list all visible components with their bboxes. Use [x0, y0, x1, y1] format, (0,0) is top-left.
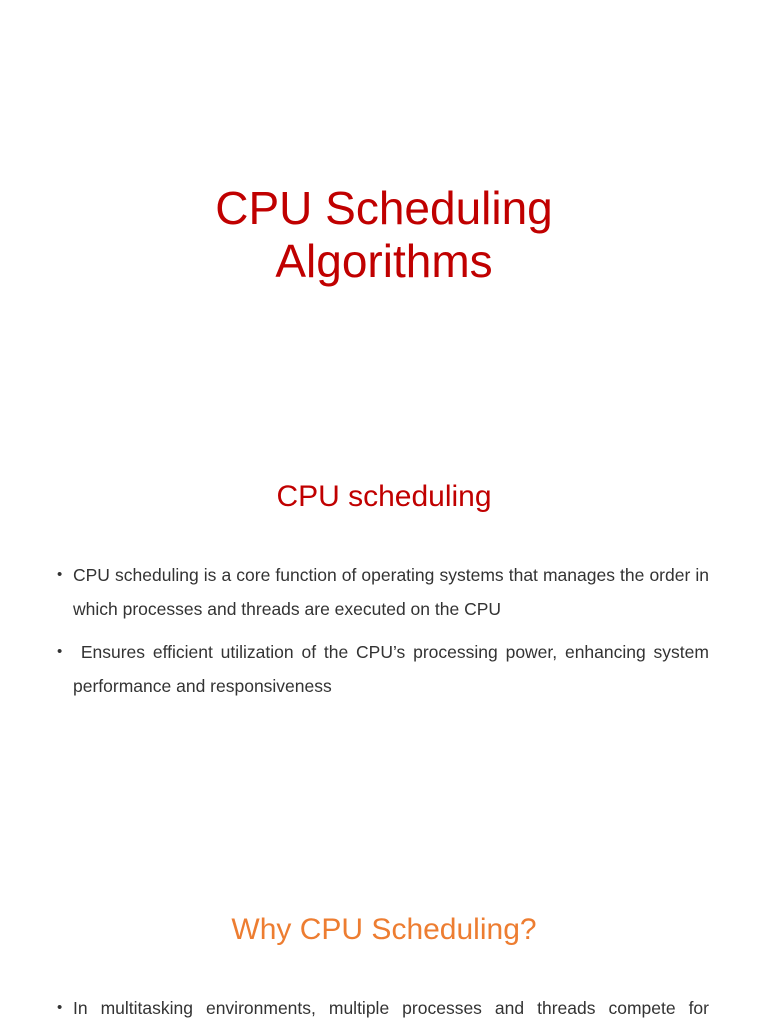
- bullet-text: In multitasking environments, multiple processes and threads compete for: [73, 998, 709, 1018]
- list-item: [57, 635, 714, 703]
- bullet-list-why-cpu-scheduling: [57, 991, 709, 1034]
- bullet-dot-icon: •: [57, 643, 63, 660]
- section-heading-why-cpu-scheduling: Why CPU Scheduling?: [231, 913, 537, 946]
- bullet-text: CPU scheduling is a core function of operating systems that manages the order in which processes and threads are executed on the CPU: [73, 565, 709, 619]
- title-line-1: CPU Scheduling: [215, 182, 553, 234]
- bullet-text: Ensures efficient utilization of the CPU’s processing power, enhancing system performance and responsiveness: [73, 642, 714, 696]
- list-item: [57, 558, 709, 626]
- bullet-dot-icon: •: [57, 566, 63, 583]
- section-heading-cpu-scheduling: CPU scheduling: [276, 480, 492, 513]
- title-line-2: Algorithms: [275, 235, 493, 287]
- list-item: [57, 991, 709, 1025]
- bullet-list-cpu-scheduling: [57, 558, 714, 712]
- bullet-dot-icon: •: [57, 999, 63, 1016]
- slide-title: [0, 182, 768, 288]
